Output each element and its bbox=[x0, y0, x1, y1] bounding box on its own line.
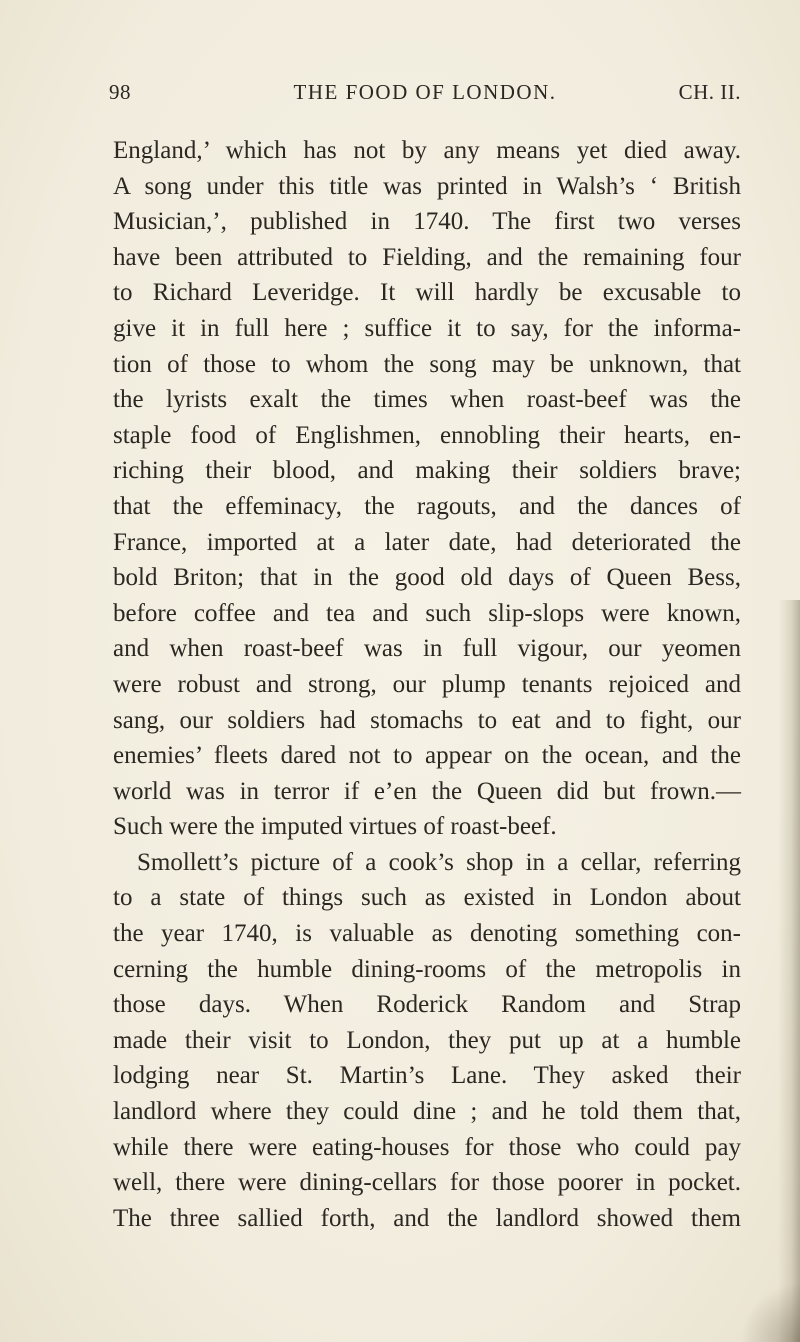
text-line: lodging near St. Martin’s Lane. They asked their bbox=[113, 1062, 741, 1090]
text-line: sang, our soldiers had stomachs to eat and to fight, our bbox=[113, 706, 741, 734]
text-line: give it in full here ; suffice it to say, for the informa- bbox=[113, 314, 741, 342]
text-line: before coffee and tea and such slip-slops were known, bbox=[113, 599, 741, 627]
text-line: France, imported at a later date, had deteriorated the bbox=[113, 528, 741, 556]
text-line: staple food of Englishmen, ennobling their hearts, en- bbox=[113, 421, 741, 449]
text-line: England,’ which has not by any means yet died away. bbox=[113, 137, 741, 164]
running-title: THE FOOD OF LONDON. bbox=[293, 80, 557, 104]
text-line: made their visit to London, they put up at a humble bbox=[113, 1026, 741, 1054]
text-line: Such were the imputed virtues of roast-beef. bbox=[113, 813, 557, 841]
text-line: tion of those to whom the song may be unknown, that bbox=[113, 350, 741, 378]
text-line: those days. When Roderick Random and Strap bbox=[113, 991, 741, 1019]
page-edge-shadow bbox=[778, 600, 800, 1342]
text-line: cerning the humble dining-rooms of the metropolis in bbox=[113, 955, 741, 983]
text-line: The three sallied forth, and the landlord showed them bbox=[113, 1204, 741, 1232]
text-line: Smollett’s picture of a cook’s shop in a cellar, referring bbox=[137, 848, 741, 876]
text-line: bold Briton; that in the good old days of Queen Bess, bbox=[113, 564, 741, 592]
text-line: Musician,’, published in 1740. The first two verses bbox=[113, 208, 741, 236]
text-line: that the effeminacy, the ragouts, and the dances of bbox=[113, 492, 741, 520]
text-line: and when roast-beef was in full vigour, our yeomen bbox=[113, 635, 741, 663]
page-corner-shadow bbox=[740, 1282, 800, 1342]
text-line: world was in terror if e’en the Queen did but frown.— bbox=[113, 777, 741, 805]
running-header bbox=[109, 80, 741, 114]
text-line: A song under this title was printed in Walsh’s ‘ British bbox=[113, 172, 741, 200]
text-line: to Richard Leveridge. It will hardly be excusable to bbox=[113, 279, 741, 307]
text-line: to a state of things such as existed in London about bbox=[113, 884, 741, 912]
text-line: well, there were dining-cellars for those poorer in pocket. bbox=[113, 1169, 741, 1197]
text-line: riching their blood, and making their soldiers brave; bbox=[113, 457, 741, 485]
text-line: were robust and strong, our plump tenants rejoiced and bbox=[113, 670, 741, 698]
page-number: 98 bbox=[109, 80, 131, 104]
chapter-label: CH. II. bbox=[678, 80, 741, 104]
text-line: the lyrists exalt the times when roast-beef was the bbox=[113, 386, 741, 414]
text-line: landlord where they could dine ; and he told them that, bbox=[113, 1098, 741, 1126]
text-line: have been attributed to Fielding, and the remaining four bbox=[113, 243, 741, 271]
body-text bbox=[113, 133, 741, 1236]
text-line: the year 1740, is valuable as denoting something con- bbox=[113, 920, 741, 948]
text-line: enemies’ fleets dared not to appear on the ocean, and the bbox=[113, 742, 741, 770]
text-line: while there were eating-houses for those who could pay bbox=[113, 1133, 741, 1161]
